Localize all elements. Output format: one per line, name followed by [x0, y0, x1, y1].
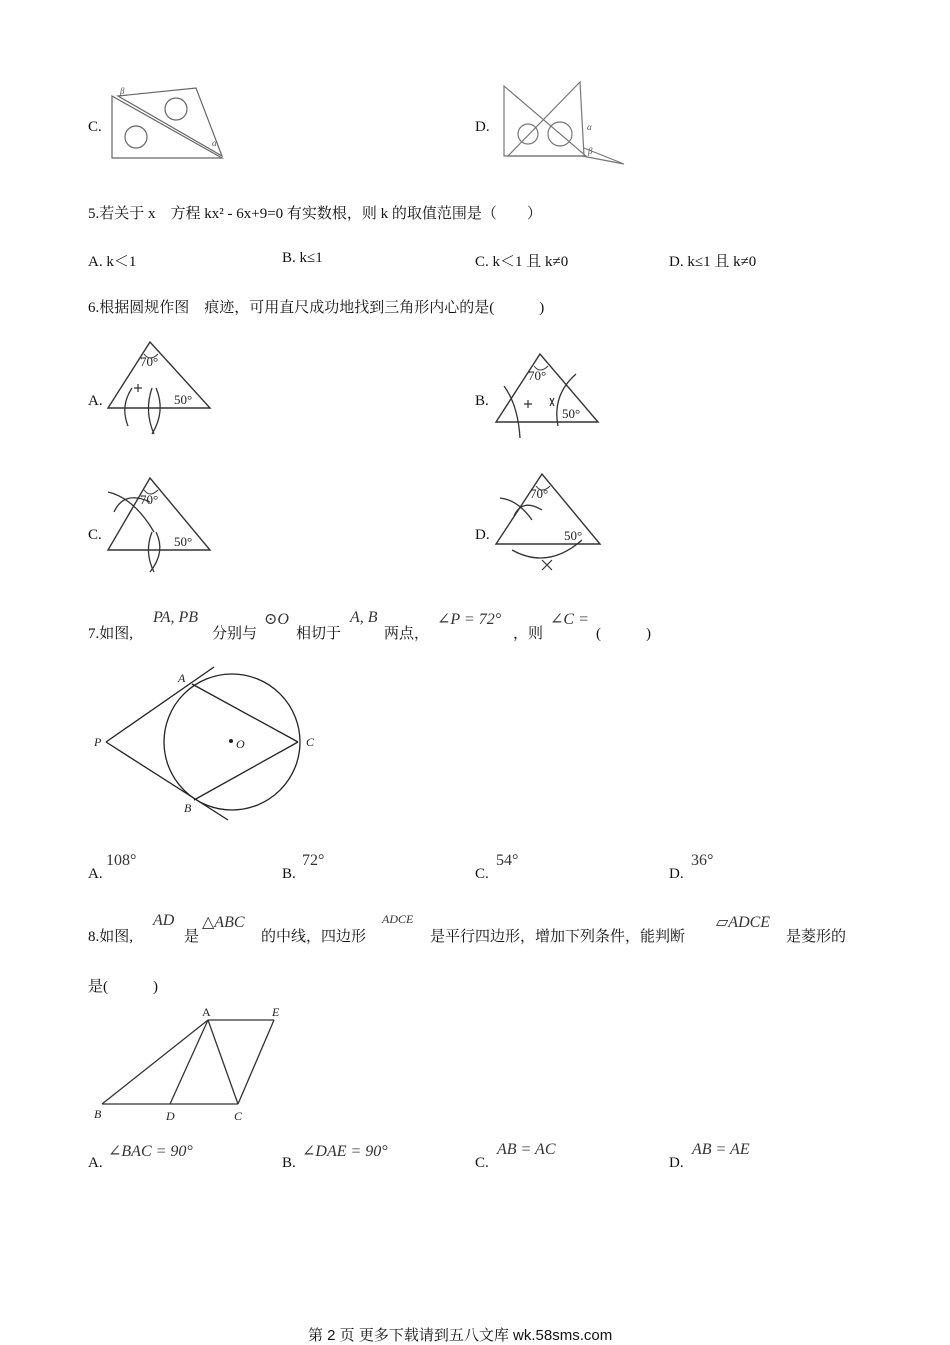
q6-option-b-label: B. — [475, 393, 489, 409]
beta-label: β — [120, 86, 125, 96]
svg-text:B: B — [94, 1107, 102, 1121]
svg-text:D: D — [166, 1109, 175, 1123]
svg-text:B: B — [184, 801, 192, 815]
q7-pa-pb: PA, PB — [153, 609, 199, 626]
q6-option-c-label: C. — [88, 527, 102, 543]
q7-circle-o: ⊙O — [264, 611, 289, 628]
q6-figure-c — [104, 470, 219, 575]
q6-figure-a — [104, 336, 219, 436]
q7-option-c-label: C. — [475, 866, 489, 882]
q7-paren: ( ) — [596, 626, 651, 642]
q4-figure-c — [106, 82, 236, 164]
q8-line2: 是( ) — [88, 979, 158, 995]
q7-text3: 两点， — [384, 626, 430, 642]
q6-stem: 6.根据圆规作图 痕迹，可用直尺成功地找到三角形内心的是( ) — [88, 300, 545, 316]
svg-text:70°: 70° — [140, 354, 159, 369]
q6-option-a-label: A. — [88, 393, 103, 409]
svg-text:α: α — [587, 122, 592, 132]
q8-prefix: 8.如图, — [88, 929, 134, 945]
q6-figure-b — [492, 350, 607, 445]
q5-option-d: D. k≤1 且 k≠0 — [669, 254, 757, 270]
svg-text:C: C — [306, 735, 315, 749]
q7-option-d-value: 36° — [691, 852, 714, 869]
svg-text:70°: 70° — [530, 486, 549, 501]
q8-para-adce: ▱ADCE — [716, 914, 771, 931]
svg-text:A: A — [202, 1005, 211, 1019]
svg-text:A: A — [178, 671, 186, 685]
q5-stem: 5.若关于 x 方程 kx² ‐ 6x+9=0 有实数根，则 k 的取值范围是（ ） — [88, 206, 542, 222]
svg-text:50°: 50° — [562, 406, 581, 421]
q8-option-c-value: AB = AC — [497, 1141, 556, 1158]
svg-text:50°: 50° — [564, 528, 583, 543]
q7-option-b-value: 72° — [302, 852, 325, 869]
svg-text:E: E — [272, 1005, 280, 1019]
svg-text:C: C — [234, 1109, 243, 1123]
q7-ab: A, B — [350, 609, 378, 626]
svg-text:70°: 70° — [528, 368, 547, 383]
q7-option-a-value: 108° — [106, 852, 137, 869]
q8-option-b-value: ∠DAE = 90° — [302, 1143, 388, 1160]
q7-text2: 相切于 — [296, 626, 342, 642]
q8-text4: 是菱形的 — [786, 929, 847, 945]
q7-prefix: 7.如图, — [88, 626, 134, 642]
q8-triangle: △ABC — [202, 914, 245, 931]
q7-figure — [90, 664, 330, 824]
q5-option-c: C. k＜1 且 k≠0 — [475, 254, 569, 270]
svg-text:O: O — [236, 737, 245, 751]
q6-option-d-label: D. — [475, 527, 490, 543]
q8-option-d-label: D. — [669, 1155, 684, 1171]
q8-text3: 是平行四边形，增加下列条件，能判断 — [430, 929, 686, 945]
q8-ad: AD — [153, 912, 175, 929]
svg-text:70°: 70° — [140, 492, 159, 507]
q6-figure-d — [492, 470, 607, 575]
q8-figure — [92, 1002, 292, 1124]
q4-option-c-label: C. — [88, 119, 102, 135]
q7-angle-p: ∠P = 72° — [437, 611, 502, 628]
q8-adce-small: ADCE — [382, 912, 414, 926]
q7-option-b-label: B. — [282, 866, 296, 882]
q8-option-b-label: B. — [282, 1155, 296, 1171]
q8-option-a-value: ∠BAC = 90° — [108, 1143, 193, 1160]
q8-option-c-label: C. — [475, 1155, 489, 1171]
q7-text4: ，则 — [513, 626, 544, 642]
svg-text:β: β — [588, 146, 593, 156]
alpha-label: α — [212, 138, 217, 148]
q8-text2: 的中线，四边形 — [261, 929, 367, 945]
q7-option-d-label: D. — [669, 866, 684, 882]
q8-text1: 是 — [184, 929, 200, 945]
q8-option-d-value: AB = AE — [692, 1141, 750, 1158]
q4-option-d-label: D. — [475, 119, 490, 135]
svg-text:P: P — [94, 735, 102, 749]
q5-option-b: B. k≤1 — [282, 250, 323, 266]
q5-option-a: A. k＜1 — [88, 254, 137, 270]
q4-figure-d — [500, 78, 630, 168]
q7-option-c-value: 54° — [496, 852, 519, 869]
svg-text:50°: 50° — [174, 392, 193, 407]
page-footer: 第 2 页 更多下载请到五八文库 wk.58sms.com — [308, 1327, 613, 1344]
q7-angle-c: ∠C = — [550, 611, 589, 628]
svg-text:50°: 50° — [174, 534, 193, 549]
q8-option-a-label: A. — [88, 1155, 103, 1171]
q7-text1: 分别与 — [212, 626, 258, 642]
q7-option-a-label: A. — [88, 866, 103, 882]
